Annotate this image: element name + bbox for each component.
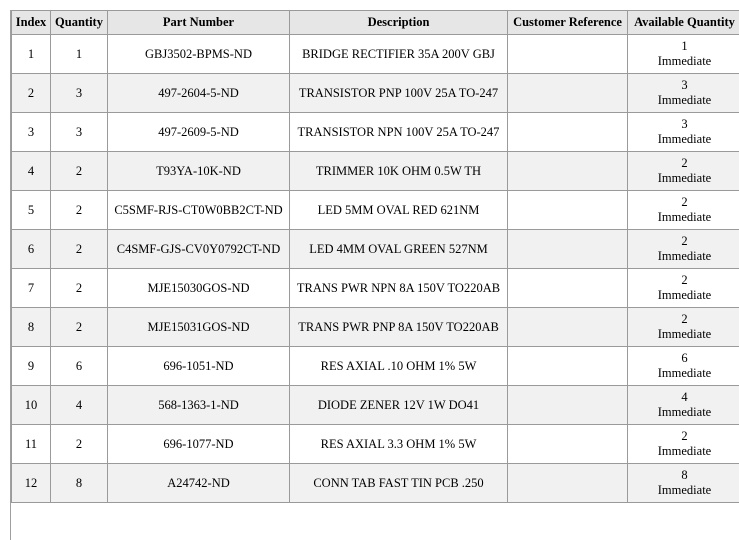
part-number-cell: C5SMF-RJS-CT0W0BB2CT-ND [108,191,290,230]
table-row [12,386,739,425]
available-count: 6 [681,351,688,365]
description-cell: RES AXIAL 3.3 OHM 1% 5W [290,425,508,464]
customer-reference-cell[interactable] [508,269,628,308]
part-number-cell: 568-1363-1-ND [108,386,290,425]
available-quantity-cell [628,230,739,269]
available-count: 2 [681,195,688,209]
availability-status: Immediate [657,210,712,224]
customer-reference-cell[interactable] [508,464,628,503]
description-cell: RES AXIAL .10 OHM 1% 5W [290,347,508,386]
header-quantity: Quantity [51,11,108,35]
available-quantity-cell [628,152,739,191]
quantity-cell: 2 [51,152,108,191]
table-row [12,113,739,152]
availability-status: Immediate [657,93,712,107]
available-quantity-cell [628,74,739,113]
availability-status: Immediate [657,132,712,146]
available-count: 3 [681,78,688,92]
index-cell: 3 [12,113,51,152]
customer-reference-cell[interactable] [508,191,628,230]
index-cell: 1 [12,35,51,74]
description-cell: TRANSISTOR NPN 100V 25A TO-247 [290,113,508,152]
available-quantity-cell [628,191,739,230]
quantity-cell: 3 [51,113,108,152]
part-number-cell: 696-1051-ND [108,347,290,386]
available-quantity-cell [628,269,739,308]
available-quantity-cell [628,386,739,425]
customer-reference-cell[interactable] [508,347,628,386]
table-row [12,230,739,269]
description-cell: TRIMMER 10K OHM 0.5W TH [290,152,508,191]
availability-status: Immediate [657,54,712,68]
quantity-cell: 4 [51,386,108,425]
available-quantity-cell [628,308,739,347]
table-row [12,152,739,191]
description-cell: LED 5MM OVAL RED 621NM [290,191,508,230]
available-quantity-cell [628,35,739,74]
available-count: 2 [681,273,688,287]
customer-reference-cell[interactable] [508,308,628,347]
part-number-cell: MJE15031GOS-ND [108,308,290,347]
available-count: 4 [681,390,688,404]
customer-reference-cell[interactable] [508,386,628,425]
table-row [12,347,739,386]
description-cell: LED 4MM OVAL GREEN 527NM [290,230,508,269]
index-cell: 12 [12,464,51,503]
part-number-cell: A24742-ND [108,464,290,503]
available-count: 2 [681,156,688,170]
index-cell: 5 [12,191,51,230]
availability-status: Immediate [657,171,712,185]
availability-status: Immediate [657,249,712,263]
description-cell: TRANS PWR NPN 8A 150V TO220AB [290,269,508,308]
quantity-cell: 2 [51,269,108,308]
parts-table [11,10,739,503]
table-row [12,74,739,113]
quantity-cell: 2 [51,230,108,269]
customer-reference-cell[interactable] [508,152,628,191]
header-row [12,11,739,35]
description-cell: DIODE ZENER 12V 1W DO41 [290,386,508,425]
header-customer-reference: Customer Reference [508,11,628,35]
table-row [12,464,739,503]
parts-table-container [10,10,739,540]
index-cell: 2 [12,74,51,113]
table-row [12,308,739,347]
index-cell: 8 [12,308,51,347]
available-count: 2 [681,429,688,443]
customer-reference-cell[interactable] [508,35,628,74]
table-row [12,269,739,308]
part-number-cell: T93YA-10K-ND [108,152,290,191]
available-count: 1 [681,39,688,53]
part-number-cell: 497-2604-5-ND [108,74,290,113]
quantity-cell: 2 [51,308,108,347]
part-number-cell: 497-2609-5-ND [108,113,290,152]
table-row [12,191,739,230]
availability-status: Immediate [657,405,712,419]
header-part-number: Part Number [108,11,290,35]
available-quantity-cell [628,113,739,152]
availability-status: Immediate [657,366,712,380]
available-quantity-cell [628,347,739,386]
part-number-cell: MJE15030GOS-ND [108,269,290,308]
description-cell: BRIDGE RECTIFIER 35A 200V GBJ [290,35,508,74]
available-quantity-cell [628,464,739,503]
quantity-cell: 3 [51,74,108,113]
table-row [12,425,739,464]
quantity-cell: 2 [51,425,108,464]
header-available-quantity: Available Quantity [628,11,739,35]
part-number-cell: C4SMF-GJS-CV0Y0792CT-ND [108,230,290,269]
index-cell: 10 [12,386,51,425]
table-row [12,35,739,74]
quantity-cell: 8 [51,464,108,503]
available-count: 2 [681,234,688,248]
part-number-cell: 696-1077-ND [108,425,290,464]
availability-status: Immediate [657,483,712,497]
available-quantity-cell [628,425,739,464]
part-number-cell: GBJ3502-BPMS-ND [108,35,290,74]
description-cell: TRANS PWR PNP 8A 150V TO220AB [290,308,508,347]
available-count: 3 [681,117,688,131]
availability-status: Immediate [657,288,712,302]
index-cell: 11 [12,425,51,464]
quantity-cell: 2 [51,191,108,230]
availability-status: Immediate [657,444,712,458]
quantity-cell: 6 [51,347,108,386]
header-description: Description [290,11,508,35]
customer-reference-cell[interactable] [508,425,628,464]
header-index: Index [12,11,51,35]
description-cell: CONN TAB FAST TIN PCB .250 [290,464,508,503]
customer-reference-cell[interactable] [508,74,628,113]
available-count: 8 [681,468,688,482]
index-cell: 9 [12,347,51,386]
availability-status: Immediate [657,327,712,341]
index-cell: 4 [12,152,51,191]
index-cell: 6 [12,230,51,269]
customer-reference-cell[interactable] [508,230,628,269]
customer-reference-cell[interactable] [508,113,628,152]
index-cell: 7 [12,269,51,308]
quantity-cell: 1 [51,35,108,74]
description-cell: TRANSISTOR PNP 100V 25A TO-247 [290,74,508,113]
available-count: 2 [681,312,688,326]
